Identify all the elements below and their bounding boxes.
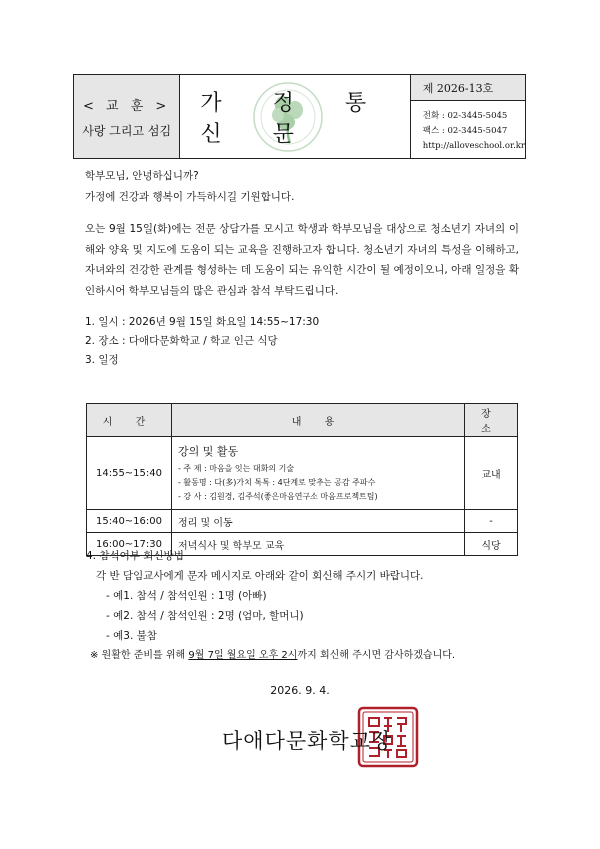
row-sub-instructor: - 강 사 : 김원경, 김주석(좋은마음연구소 마음프로젝트팀)	[178, 491, 378, 501]
school-principal-signature: 다애다문화학교장	[222, 729, 393, 753]
row-title: 정리 및 이동	[172, 510, 465, 533]
schedule-heading: 3. 일정	[85, 354, 119, 366]
rsvp-instruction: 각 반 담임교사에게 문자 메시지로 아래와 같이 회신해 주시기 바랍니다.	[96, 570, 424, 582]
table-header-row	[87, 404, 518, 437]
schedule-table	[86, 403, 518, 556]
table-row	[87, 510, 518, 533]
greeting-line-2: 가정에 건강과 행복이 가득하시길 기원합니다.	[85, 190, 295, 203]
rsvp-example-2: - 예2. 참석 / 참석인원 : 2명 (엄마, 할머니)	[106, 610, 304, 622]
rsvp-section	[86, 546, 526, 666]
row-time: 14:55~15:40	[87, 437, 172, 510]
row-sub-activity: - 활동명 : 다(多)가치 톡톡 : 4단계로 맞추는 공감 주파수	[178, 477, 376, 487]
rsvp-deadline-note	[86, 646, 526, 666]
newsletter-title: 가 정 통 신 문	[200, 90, 389, 147]
motto-title: < 교 훈 >	[83, 98, 171, 114]
school-motto-cell	[74, 75, 180, 158]
row-content	[172, 437, 465, 510]
fax-number: 팩스 : 02-3445-5047	[422, 126, 508, 136]
row-title: 저녁식사 및 학부모 교육	[172, 533, 465, 556]
row-time: 16:00~17:30	[87, 533, 172, 556]
row-sub-topic: - 주 제 : 마음을 잇는 대화의 기술	[178, 463, 295, 473]
contact-info	[411, 101, 525, 154]
event-date: 1. 일시 : 2026년 9월 15일 화요일 14:55~17:30	[85, 316, 320, 328]
note-suffix: 까지 회신해 주시면 감사하겠습니다.	[297, 650, 456, 661]
header-content: 내 용	[172, 404, 465, 437]
motto-text: 사랑 그리고 섬김	[82, 123, 172, 138]
header-place: 장 소	[465, 404, 518, 437]
issue-info-cell	[411, 75, 525, 158]
issue-number: 제 2026-13호	[411, 75, 525, 101]
letter-body	[85, 166, 519, 370]
intro-paragraph: 오는 9월 15일(화)에는 전문 상담가를 모시고 학생과 학부모님을 대상으로 청소년기 자녀의 이해와 양육 및 지도에 도움이 되는 교육을 진행하고자 합니다. 청소년기 자녀의 특성을 이해하고, 자녀와의 건강한 관계를 형성하는 데 도움이 되는 유익한 시간이 될 예정이오니, 아래 일정을 확인하시어 학부모님들의 많은 관심과 참석 부탁드립니다.	[85, 223, 519, 297]
row-title: 강의 및 활동	[178, 444, 239, 458]
event-place: 2. 장소 : 다애다문화학교 / 학교 인근 식당	[85, 335, 278, 347]
header-time: 시 간	[87, 404, 172, 437]
issue-date: 2026. 9. 4.	[270, 684, 330, 697]
newsletter-header	[73, 74, 526, 159]
table-row	[87, 437, 518, 510]
rsvp-example-3: - 예3. 불참	[106, 630, 157, 642]
row-place: 식당	[465, 533, 518, 556]
row-place: -	[465, 510, 518, 533]
greeting-line-1: 학부모님, 안녕하십니까?	[85, 170, 199, 182]
phone-number: 전화 : 02-3445-5045	[422, 111, 508, 121]
note-deadline: 9월 7일 월요일 오후 2시	[188, 650, 298, 661]
website-link[interactable]: http://alloveschool.or.kr	[422, 141, 525, 151]
row-place: 교내	[465, 437, 518, 510]
row-time: 15:40~16:00	[87, 510, 172, 533]
rsvp-heading: 4. 참석여부 회신방법	[86, 550, 184, 562]
note-prefix: ※ 원활한 준비를 위해	[90, 650, 189, 661]
title-cell	[180, 75, 410, 158]
rsvp-example-1: - 예1. 참석 / 참석인원 : 1명 (아빠)	[106, 590, 267, 602]
